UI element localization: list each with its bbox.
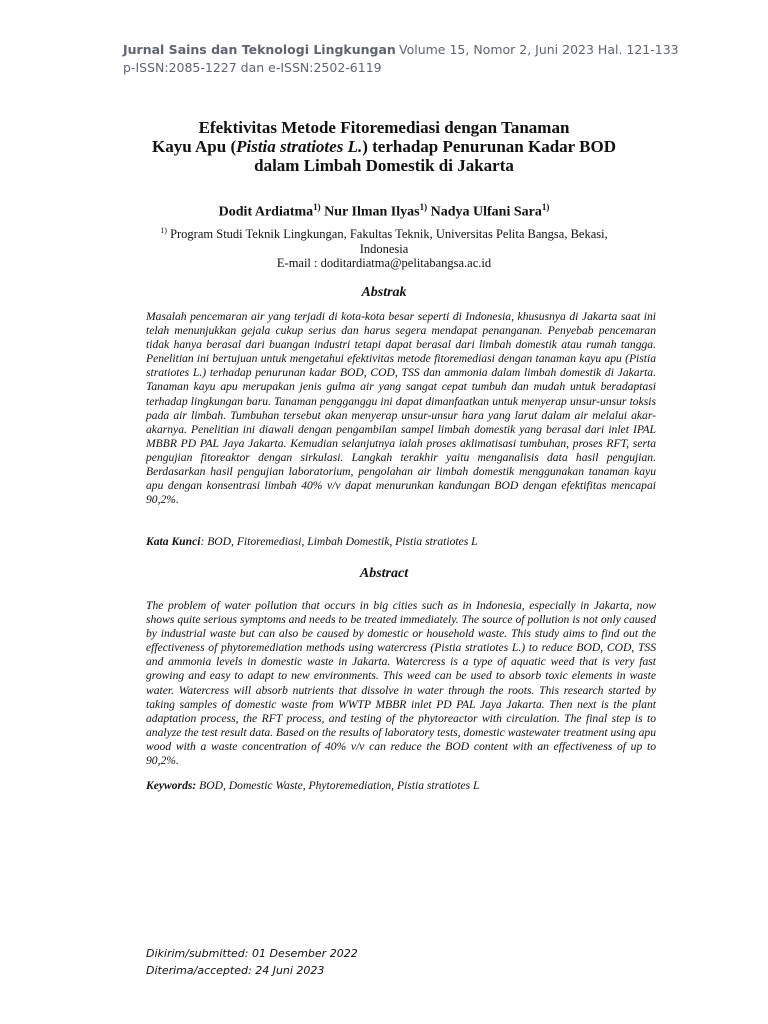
- email-line: E-mail : doditardiatma@pelitabangsa.ac.id: [276, 256, 492, 271]
- volume-info: Volume 15, Nomor 2, Juni 2023 Hal. 121-133: [399, 42, 679, 57]
- title-line-3: dalam Limbah Domestik di Jakarta: [254, 156, 514, 175]
- title-line-2: Kayu Apu (Pistia stratiotes L.) terhadap Penurunan Kadar BOD: [152, 137, 616, 156]
- abstract-heading: Abstract: [359, 566, 409, 581]
- running-header: [123, 42, 679, 57]
- affiliation-line: $^{1)}$ Program Studi Teknik Lingkungan, Fakultas Teknik, Universitas Pelita Bangsa, Bekasi,: [160, 226, 608, 242]
- kata-kunci: Kata Kunci: BOD, Fitoremediasi, Limbah Domestik, Pistia stratiotes L: [146, 535, 478, 548]
- affiliation-mark: 1): [160, 226, 167, 235]
- accepted-date: Diterima/accepted: 24 Juni 2023: [146, 964, 325, 977]
- journal-name: Jurnal Sains dan Teknologi Lingkungan: [123, 42, 396, 57]
- author-mark: 1): [541, 202, 550, 212]
- affiliation: [100, 224, 668, 271]
- author-list: [100, 202, 668, 221]
- author-name: Nur Ilman Ilyas: [324, 204, 420, 220]
- abstrak-heading: Abstrak: [361, 285, 407, 300]
- author-name: Nadya Ulfani Sara: [430, 204, 542, 220]
- abstrak-body: Masalah pencemaran air yang terjadi di kota-kota besar seperti di Indonesia, khususnya di Jakarta saat ini telah menunjukkan gejala cukup serius dan harus segera mendapat penanganan. Penyebab pencemaran tidak hanya berasal dari buangan industri tetapi dapat berasal dari limbah domestik atau rumah tangga. Penelitian ini bertujuan untuk mengetahui efektivitas metode fitoremediasi dengan tanaman kayu apu (Pistia stratiotes L.) terhadap penurunan kadar BOD, COD, TSS dan ammonia dalam limbah domestik di Jakarta. Tanaman kayu apu merupakan jenis gulma air yang sangat cepat tumbuh dan mudah untuk beradaptasi terhadap lingkungan baru. Tanaman pengganggu ini dapat dimanfaatkan untuk menyerap unsur-unsur toksis pada air limbah. Tumbuhan tersebut akan menyerap unsur-unsur hara yang larut dalam air melalui akar-akarnya. Penelitian ini diawali dengan pengambilan sampel limbah domestik yang berasal dari inlet IPAL MBBR PD PAL Jaya Jakarta. Kemudian selanjutnya ialah proses aklimatisasi tumbuhan, proses RFT, serta pengujian fitoreaktor dengan sirkulasi. Langkah terakhir yaitu menganalisis data hasil pengujian. Berdasarkan hasil pengujian laboratorium, pengolahan air limbah domestik menggunakan tanaman kayu apu dengan konsentrasi limbah 40% v/v dapat menurunkan kandungan BOD dengan efektifitas mencapai 90,2%.: [146, 310, 656, 507]
- author-mark: 1): [419, 202, 428, 212]
- species-name: Pistia stratiotes L.: [236, 137, 363, 156]
- title-line-1: Efektivitas Metode Fitoremediasi dengan Tanaman: [198, 118, 570, 137]
- submitted-date: Dikirim/submitted: 01 Desember 2022: [146, 947, 358, 960]
- kata-kunci-label: Kata Kunci: [146, 535, 201, 548]
- keywords: Keywords: BOD, Domestic Waste, Phytoremediation, Pistia stratiotes L: [146, 779, 480, 792]
- author-name: Dodit Ardiatma: [218, 204, 314, 220]
- affiliation-country: Indonesia: [359, 241, 409, 256]
- paper-title: [100, 118, 668, 175]
- issn-line: p-ISSN:2085-1227 dan e-ISSN:2502-6119: [123, 60, 382, 75]
- keywords-label: Keywords:: [146, 779, 197, 792]
- author-mark: 1): [313, 202, 321, 212]
- abstract-body: The problem of water pollution that occurs in big cities such as in Indonesia, especially in Jakarta, now shows quite serious symptoms and needs to be treated immediately. The source of pollution is not only caused by industrial waste but can also be caused by domestic or household waste. This study aims to find out the effectiveness of phytoremediation methods using watercress (Pistia stratiotes L.) to reduce BOD, COD, TSS and ammonia levels in domestic waste in Jakarta. Watercress is a type of aquatic weed that is very fast growing and easy to adapt to new environments. This weed can be used to absorb toxic elements in waste water. Watercress will absorb nutrients that dissolve in water through the roots. This research started by taking samples of domestic waste from WWTP MBBR inlet PD PAL Jaya Jakarta. Then next is the plant adaptation process, the RFT process, and testing of the phytoreactor with circulation. The final step is to analyze the test result data. Based on the results of laboratory tests, domestic wastewater treatment using apu wood with a waste concentration of 40% v/v can reduce the BOD content with an effectiveness of up to 90,2%.: [146, 599, 656, 768]
